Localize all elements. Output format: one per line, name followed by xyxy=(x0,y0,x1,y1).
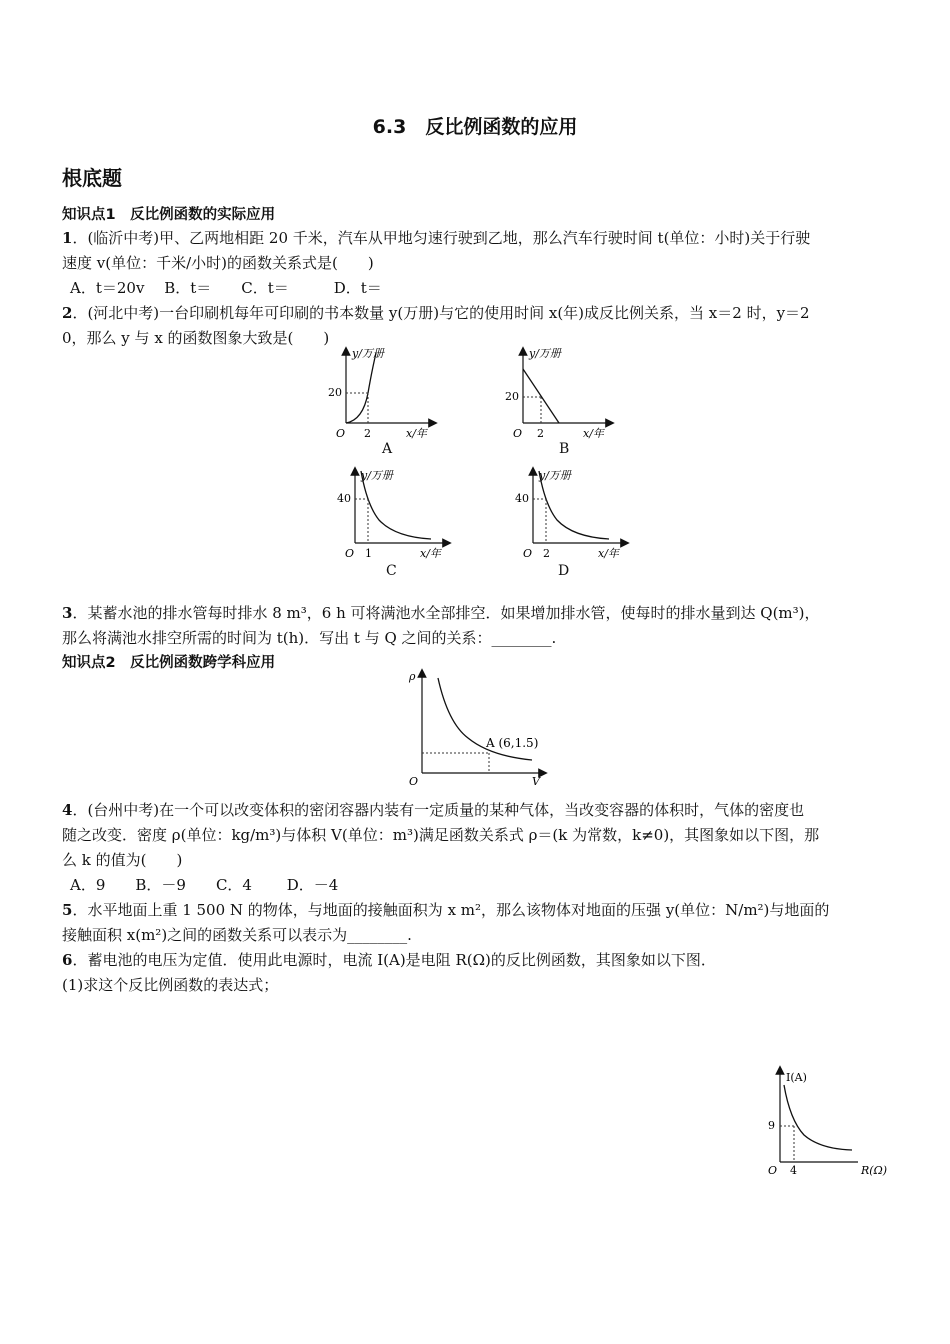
question-number: 2 xyxy=(62,304,73,322)
question-text: ．某蓄水池的排水管每时排水 8 m³，6 h 可将满池水全部排空．如果增加排水管，使每时的排水量到达 Q(m³)， xyxy=(72,604,820,622)
knowledge-point-1: 知识点1 反比例函数的实际应用 xyxy=(62,207,276,223)
question-2-line-1 xyxy=(62,301,890,325)
question-3-line-1 xyxy=(62,601,890,625)
question-6-sub-1: (1)求这个反比例函数的表达式； xyxy=(62,976,279,994)
question-number: 1 xyxy=(62,229,73,247)
x-tick: 2 xyxy=(537,427,544,440)
page-title: 6.3 反比例函数的应用 xyxy=(372,116,578,138)
curve xyxy=(784,1085,852,1150)
question-1-line-2: 速度 v(单位：千米/小时)的函数关系式是( ) xyxy=(62,254,374,272)
graph-c xyxy=(327,465,452,562)
origin: O xyxy=(768,1164,778,1177)
y-label: ρ xyxy=(409,670,416,683)
question-2-line-2: 0，那么 y 与 x 的函数图象大致是( ) xyxy=(62,329,330,347)
point-label: A (6,1.5) xyxy=(486,736,539,750)
question-4-options: A．9 B．－9 C．4 D．－4 xyxy=(70,876,339,894)
x-label: x/年 xyxy=(406,427,427,440)
question-3-line-2: 那么将满池水排空所需的时间为 t(h)．写出 t 与 Q 之间的关系：________. xyxy=(62,629,557,647)
graph-c-label: C xyxy=(386,563,397,579)
y-label: y/万册 xyxy=(539,469,571,482)
question-5-line-2: 接触面积 x(m²)之间的函数关系可以表示为________. xyxy=(62,926,412,944)
y-label: I(A) xyxy=(786,1071,807,1084)
density-graph xyxy=(400,668,550,788)
y-tick: 40 xyxy=(515,492,529,505)
question-text: ．水平地面上重 1 500 N 的物体，与地面的接触面积为 x m²，那么该物体对地面的压强 y(单位：N/m²)与地面的 xyxy=(72,901,830,919)
section-heading: 根底题 xyxy=(62,166,122,190)
question-4-line-2: 随之改变．密度 ρ(单位：kg/m³)与体积 V(单位：m³)满足函数关系式 ρ＝(k 为常数，k≠0)，其图象如以下图，那 xyxy=(62,826,820,844)
graph-d-label: D xyxy=(558,563,570,579)
x-tick: 4 xyxy=(790,1164,797,1177)
question-text: ．(河北中考)一台印刷机每年可印刷的书本数量 y(万册)与它的使用时间 x(年)成反比例关系，当 x＝2 时，y＝2 xyxy=(72,304,810,322)
x-label: R(Ω) xyxy=(861,1164,887,1177)
x-tick: 2 xyxy=(543,547,550,560)
graph-b xyxy=(495,345,615,440)
question-number: 4 xyxy=(62,801,73,819)
x-label: x/年 xyxy=(420,547,441,560)
question-number: 5 xyxy=(62,901,73,919)
question-text: ．(临沂中考)甲、乙两地相距 20 千米，汽车从甲地匀速行驶到乙地，那么汽车行驶时间 t(单位：小时)关于行驶 xyxy=(72,229,811,247)
y-label: y/万册 xyxy=(361,469,393,482)
x-label: x/年 xyxy=(598,547,619,560)
y-tick: 9 xyxy=(768,1119,775,1132)
question-1-line-1 xyxy=(62,226,890,250)
graph-b-label: B xyxy=(559,441,570,457)
question-4-line-1 xyxy=(62,798,890,822)
origin: O xyxy=(409,775,419,788)
y-tick: 20 xyxy=(505,390,519,403)
y-label: y/万册 xyxy=(352,347,384,360)
graph-d xyxy=(505,465,630,562)
origin: O xyxy=(513,427,523,440)
x-tick: 2 xyxy=(364,427,371,440)
graph-a xyxy=(318,345,438,440)
origin: O xyxy=(523,547,533,560)
y-tick: 40 xyxy=(337,492,351,505)
question-6-line-1 xyxy=(62,948,890,972)
x-label: V xyxy=(532,775,540,788)
origin: O xyxy=(336,427,346,440)
question-number: 3 xyxy=(62,604,73,622)
knowledge-point-2: 知识点2 反比例函数跨学科应用 xyxy=(62,655,276,671)
origin: O xyxy=(345,547,355,560)
curve xyxy=(346,353,376,423)
question-4-line-3: 么 k 的值为( ) xyxy=(62,851,183,869)
question-text: ．(台州中考)在一个可以改变体积的密闭容器内装有一定质量的某种气体，当改变容器的体积时，气体的密度也 xyxy=(72,801,805,819)
question-number: 6 xyxy=(62,951,73,969)
y-label: y/万册 xyxy=(529,347,561,360)
question-5-line-1 xyxy=(62,898,890,922)
current-graph xyxy=(760,1065,895,1180)
y-tick: 20 xyxy=(328,386,342,399)
question-1-options: A．t＝20v B．t＝ C．t＝ D．t＝ xyxy=(70,279,382,297)
x-tick: 1 xyxy=(365,547,372,560)
x-label: x/年 xyxy=(583,427,604,440)
graph-a-label: A xyxy=(382,441,393,457)
question-text: ．蓄电池的电压为定值．使用此电源时，电流 I(A)是电阻 R(Ω)的反比例函数，其图象如以下图． xyxy=(72,951,716,969)
